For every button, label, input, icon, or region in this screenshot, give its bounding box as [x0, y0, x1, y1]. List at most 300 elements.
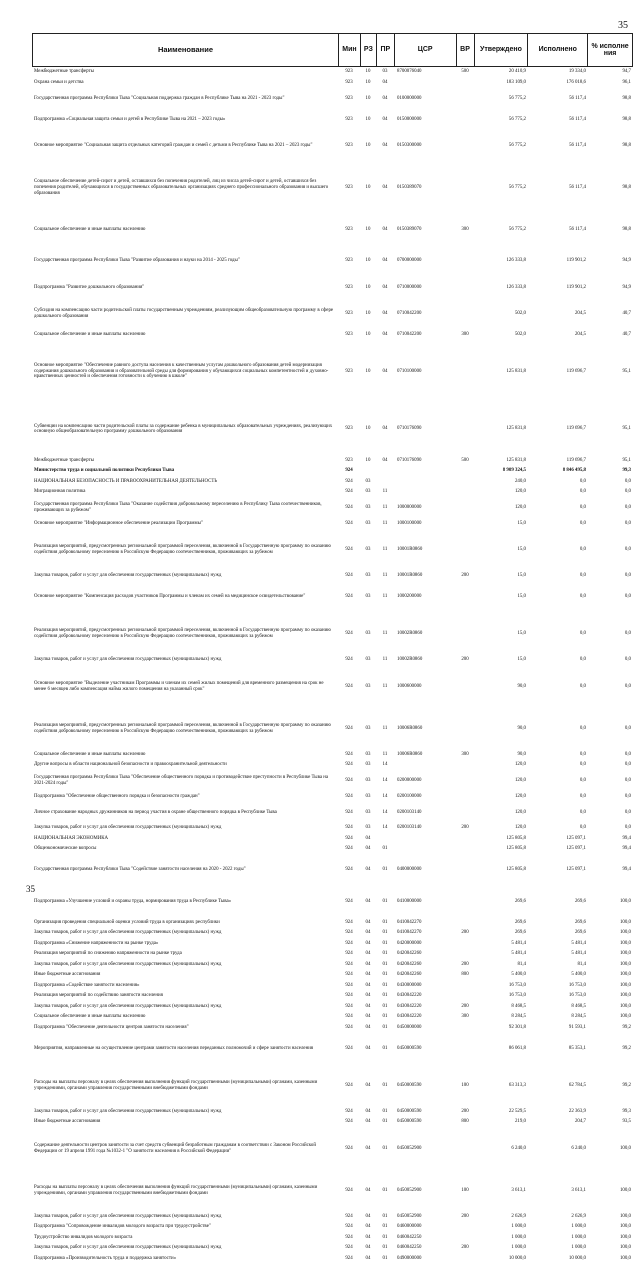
- table-row: [32, 466, 633, 477]
- row-executed: 176 018,6: [528, 80, 588, 86]
- row-executed: 125 097,1: [528, 836, 588, 842]
- row-executed: 0,0: [528, 825, 588, 831]
- row-rz: 03: [360, 762, 376, 768]
- row-percent: 94,7: [588, 69, 633, 75]
- row-pr: 04: [376, 117, 394, 123]
- row-executed: 0,0: [528, 631, 588, 637]
- row-executed: 0,0: [528, 479, 588, 485]
- row-rz: 10: [360, 258, 376, 264]
- row-csr: 0450000590: [394, 1109, 456, 1115]
- row-csr: 0420042260: [394, 951, 456, 957]
- row-rz: 04: [360, 836, 376, 842]
- row-approved: 125 805,8: [474, 867, 528, 873]
- row-executed: 0,0: [528, 752, 588, 758]
- row-pr: 14: [376, 825, 394, 831]
- row-rz: 03: [360, 825, 376, 831]
- row-percent: 100,0: [588, 1235, 633, 1241]
- row-min: 924: [338, 489, 360, 495]
- row-executed: 204,7: [528, 1119, 588, 1125]
- row-min: 924: [338, 547, 360, 553]
- row-percent: 100,0: [588, 1188, 633, 1194]
- table-row: [32, 109, 633, 130]
- page-number: 35: [618, 20, 628, 31]
- row-pr: 14: [376, 778, 394, 784]
- row-percent: 0,0: [588, 752, 633, 758]
- row-approved: 81,4: [474, 962, 528, 968]
- row-csr: 0430000000: [394, 983, 456, 989]
- table-row: [32, 666, 633, 708]
- row-pr: 14: [376, 762, 394, 768]
- table-row: [32, 1212, 633, 1223]
- row-name: Государственная программа Республики Тыва "Социальная поддержка граждан в Республике Тыва на 2021 - 2023 годы": [32, 96, 338, 102]
- row-name: Основное мероприятие "Компенсация расходов участников Программы и членам их семей на медицинское освидетельствование": [32, 594, 338, 600]
- row-min: 924: [338, 899, 360, 905]
- row-percent: 0,0: [588, 631, 633, 637]
- row-min: 924: [338, 657, 360, 663]
- row-vr: 200: [456, 825, 474, 831]
- row-name: Подпрограмма «Производительность труда и поддержка занятости»: [32, 1256, 338, 1262]
- row-rz: 10: [360, 185, 376, 191]
- row-csr: 0400000000: [394, 867, 456, 873]
- row-name: Межбюджетные трансферты: [32, 458, 338, 464]
- row-name: Социальное обеспечение детей-сирот и детей, оставшихся без попечения родителей, лиц из числа детей-сирот и детей, оставшихся без попечения родителей, обучающихся в государственных образовательных организациях среднего профессионального образования и высшего образования: [32, 179, 338, 196]
- row-rz: 10: [360, 458, 376, 464]
- row-rz: 04: [360, 1245, 376, 1251]
- row-approved: 16 753,0: [474, 983, 528, 989]
- table-row: [32, 330, 633, 341]
- row-executed: 0,0: [528, 684, 588, 690]
- row-vr: 200: [456, 1109, 474, 1115]
- row-min: 923: [338, 227, 360, 233]
- row-executed: 19 334,0: [528, 69, 588, 75]
- row-vr: 100: [456, 1188, 474, 1194]
- row-min: 923: [338, 458, 360, 464]
- row-name: Расходы на выплаты персоналу в целях обеспечения выполнения функций государственными (муниципальными) органами, казенными учреждениями, органами управления государственными внебюджетными фондами: [32, 1185, 338, 1196]
- row-csr: 0450000590: [394, 1046, 456, 1052]
- row-pr: 01: [376, 930, 394, 936]
- row-vr: 200: [456, 1004, 474, 1010]
- table-row: [32, 571, 633, 582]
- row-approved: 2 626,9: [474, 1214, 528, 1220]
- row-approved: 269,6: [474, 920, 528, 926]
- row-min: 923: [338, 117, 360, 123]
- row-approved: 1 000,0: [474, 1224, 528, 1230]
- row-executed: 91 593,1: [528, 1025, 588, 1031]
- row-executed: 81,4: [528, 962, 588, 968]
- row-rz: 04: [360, 846, 376, 852]
- row-rz: 10: [360, 227, 376, 233]
- row-percent: 0,0: [588, 573, 633, 579]
- row-percent: 99,3: [588, 468, 633, 474]
- row-executed: 2 626,9: [528, 1214, 588, 1220]
- row-executed: 0,0: [528, 489, 588, 495]
- row-csr: 0430042220: [394, 993, 456, 999]
- row-name: Государственная программа Республики Тыва "Оказание содействия добровольному переселению в Республику Тыва соотечественников, проживающих за рубежом": [32, 502, 338, 513]
- row-min: 924: [338, 1214, 360, 1220]
- row-approved: 1 000,0: [474, 1235, 528, 1241]
- row-name: Закупка товаров, работ и услуг для обеспечения государственных (муниципальных) нужд: [32, 825, 338, 831]
- row-min: 924: [338, 1119, 360, 1125]
- row-executed: 0,0: [528, 521, 588, 527]
- row-executed: 119 901,2: [528, 285, 588, 291]
- table-row: [32, 844, 633, 855]
- row-vr: 800: [456, 972, 474, 978]
- row-executed: 56 117,4: [528, 96, 588, 102]
- row-csr: 0410000000: [394, 899, 456, 905]
- row-percent: 100,0: [588, 920, 633, 926]
- row-name: Государственная программа Республики Тыва "Развитие образования и науки на 2014 - 2025 годы": [32, 258, 338, 264]
- row-csr: 0460042250: [394, 1245, 456, 1251]
- row-min: 924: [338, 752, 360, 758]
- row-percent: 0,0: [588, 505, 633, 511]
- row-csr: 10006R0860: [394, 752, 456, 758]
- row-min: 924: [338, 1004, 360, 1010]
- row-csr: 0460000000: [394, 1224, 456, 1230]
- row-min: 924: [338, 951, 360, 957]
- row-percent: 99,4: [588, 867, 633, 873]
- row-min: 924: [338, 825, 360, 831]
- row-min: 924: [338, 1014, 360, 1020]
- table-row: [32, 1117, 633, 1128]
- row-pr: 01: [376, 1046, 394, 1052]
- row-vr: 200: [456, 573, 474, 579]
- row-csr: 0450000000: [394, 1025, 456, 1031]
- row-min: 924: [338, 941, 360, 947]
- row-min: 923: [338, 143, 360, 149]
- row-min: 923: [338, 185, 360, 191]
- row-executed: 6 240,0: [528, 1146, 588, 1152]
- row-min: 924: [338, 962, 360, 968]
- row-pr: 14: [376, 810, 394, 816]
- row-csr: 0410042270: [394, 930, 456, 936]
- row-percent: 100,0: [588, 962, 633, 968]
- row-executed: 5 481,4: [528, 951, 588, 957]
- row-csr: 0450000590: [394, 1083, 456, 1089]
- table-row: [32, 771, 633, 792]
- row-name: Закупка товаров, работ и услуг для обеспечения государственных (муниципальных) нужд: [32, 962, 338, 968]
- row-executed: 0,0: [528, 505, 588, 511]
- row-name: Расходы на выплаты персоналу в целях обеспечения выполнения функций государственными (муниципальными) органами, казенными учреждениями, органами управления государственными внебюджетными фондами: [32, 1080, 338, 1091]
- row-rz: 10: [360, 426, 376, 432]
- row-min: 924: [338, 972, 360, 978]
- row-pr: 01: [376, 1025, 394, 1031]
- row-approved: 125 805,8: [474, 846, 528, 852]
- row-csr: 0430042220: [394, 1004, 456, 1010]
- row-pr: 01: [376, 1146, 394, 1152]
- row-rz: 03: [360, 505, 376, 511]
- row-approved: 63 313,3: [474, 1083, 528, 1089]
- budget-table: [32, 33, 633, 1264]
- row-pr: 01: [376, 920, 394, 926]
- table-row: [32, 991, 633, 1002]
- row-csr: 0490000000: [394, 1256, 456, 1262]
- header-csr: ЦСР: [394, 34, 456, 66]
- row-pr: 11: [376, 594, 394, 600]
- row-executed: 119 696,7: [528, 426, 588, 432]
- row-min: 924: [338, 920, 360, 926]
- table-row: [32, 750, 633, 761]
- row-executed: 119 901,2: [528, 258, 588, 264]
- row-name: Реализация мероприятий по содействию занятости населения: [32, 993, 338, 999]
- row-approved: 126 333,8: [474, 258, 528, 264]
- row-rz: 04: [360, 1025, 376, 1031]
- row-percent: 100,0: [588, 941, 633, 947]
- row-percent: 0,0: [588, 657, 633, 663]
- row-percent: 94,9: [588, 285, 633, 291]
- row-approved: 120,0: [474, 778, 528, 784]
- row-min: 924: [338, 1083, 360, 1089]
- row-csr: 10006R0860: [394, 726, 456, 732]
- row-name: Личное страхование народных дружинников на период участия в охране общественного порядка в Республике Тыва: [32, 810, 338, 816]
- table-row: [32, 487, 633, 498]
- row-name: Подпрограмма «Содействие занятости населения»: [32, 983, 338, 989]
- row-rz: 04: [360, 920, 376, 926]
- row-csr: 0150300000: [394, 143, 456, 149]
- row-percent: 100,0: [588, 951, 633, 957]
- row-rz: 04: [360, 1119, 376, 1125]
- row-executed: 0,0: [528, 794, 588, 800]
- row-min: 924: [338, 1025, 360, 1031]
- table-row: [32, 949, 633, 960]
- row-executed: 0,0: [528, 594, 588, 600]
- row-name: Содержание деятельности центров занятости за счет средств субвенций безработным гражданам в соответствии с Законом Российской Федерации от 19 апреля 1991 года №1032-1 "О занятости населения в Российской Федерации": [32, 1143, 338, 1154]
- row-executed: 0,0: [528, 547, 588, 553]
- row-rz: 04: [360, 983, 376, 989]
- row-executed: 5 481,4: [528, 941, 588, 947]
- row-rz: 10: [360, 80, 376, 86]
- table-row: [32, 613, 633, 655]
- row-rz: 03: [360, 778, 376, 784]
- row-min: 924: [338, 505, 360, 511]
- row-csr: 0430042220: [394, 1014, 456, 1020]
- row-vr: 300: [456, 1014, 474, 1020]
- row-rz: 03: [360, 752, 376, 758]
- row-percent: 100,0: [588, 983, 633, 989]
- row-csr: 0710042200: [394, 311, 456, 317]
- row-pr: 04: [376, 311, 394, 317]
- row-percent: 100,0: [588, 972, 633, 978]
- row-csr: 0460042250: [394, 1235, 456, 1241]
- row-approved: 86 061,8: [474, 1046, 528, 1052]
- row-percent: 95,1: [588, 458, 633, 464]
- row-rz: 04: [360, 930, 376, 936]
- row-pr: 01: [376, 1256, 394, 1262]
- row-name: Закупка товаров, работ и услуг для обеспечения государственных (муниципальных) нужд: [32, 1245, 338, 1251]
- row-rz: 03: [360, 794, 376, 800]
- row-approved: 10 000,0: [474, 1256, 528, 1262]
- row-executed: 0,0: [528, 657, 588, 663]
- row-pr: 11: [376, 521, 394, 527]
- row-executed: 0,0: [528, 762, 588, 768]
- table-row: [32, 78, 633, 89]
- row-vr: 100: [456, 1083, 474, 1089]
- row-min: 923: [338, 96, 360, 102]
- row-approved: 15,0: [474, 573, 528, 579]
- table-row: [32, 340, 633, 403]
- row-executed: 10 000,0: [528, 1256, 588, 1262]
- row-rz: 04: [360, 1004, 376, 1010]
- table-row: [32, 802, 633, 823]
- row-approved: 56 775,2: [474, 143, 528, 149]
- row-name: Реализация мероприятий по снижению напряженности на рынке труда: [32, 951, 338, 957]
- row-percent: 40,7: [588, 332, 633, 338]
- table-row: [32, 529, 633, 571]
- row-csr: 1000000000: [394, 505, 456, 511]
- row-percent: 0,0: [588, 547, 633, 553]
- row-rz: 10: [360, 332, 376, 338]
- row-csr: 1000600000: [394, 684, 456, 690]
- row-rz: 04: [360, 951, 376, 957]
- row-min: 924: [338, 810, 360, 816]
- table-row: [32, 823, 633, 834]
- table-row: [32, 928, 633, 939]
- row-percent: 0,0: [588, 594, 633, 600]
- row-name: Подпрограмма «Снижение напряженности на рынке труда»: [32, 941, 338, 947]
- row-csr: 0710176090: [394, 458, 456, 464]
- row-approved: 22 529,5: [474, 1109, 528, 1115]
- row-pr: 01: [376, 899, 394, 905]
- row-pr: 01: [376, 1119, 394, 1125]
- row-percent: 99,2: [588, 1025, 633, 1031]
- row-approved: 92 301,8: [474, 1025, 528, 1031]
- row-rz: 10: [360, 369, 376, 375]
- row-name: Иные бюджетные ассигнования: [32, 972, 338, 978]
- row-percent: 100,0: [588, 899, 633, 905]
- row-csr: 1000200000: [394, 594, 456, 600]
- row-pr: 11: [376, 684, 394, 690]
- row-approved: 269,6: [474, 930, 528, 936]
- row-vr: 200: [456, 1214, 474, 1220]
- table-row: [32, 456, 633, 467]
- row-percent: 99,4: [588, 846, 633, 852]
- table-row: [32, 130, 633, 162]
- row-pr: 01: [376, 846, 394, 852]
- row-min: 924: [338, 1256, 360, 1262]
- row-rz: 04: [360, 1224, 376, 1230]
- row-percent: 100,0: [588, 1256, 633, 1262]
- row-name: Подпрограмма «Социальная защита семьи и детей в Республике Тыва на 2021 – 2023 годы»: [32, 117, 338, 123]
- table-row: [32, 1002, 633, 1013]
- row-approved: 20 410,9: [474, 69, 528, 75]
- row-rz: 03: [360, 810, 376, 816]
- row-name: Субвенции на компенсацию части родительской платы за содержание ребенка в муниципальных образовательных учреждениях, реализующих основную общеобразовательную программу дошкольного образования: [32, 424, 338, 435]
- row-vr: 300: [456, 752, 474, 758]
- row-name: НАЦИОНАЛЬНАЯ ЭКОНОМИКА: [32, 836, 338, 842]
- row-csr: 0710100000: [394, 369, 456, 375]
- table-row: [32, 477, 633, 488]
- row-csr: 0150000000: [394, 117, 456, 123]
- row-approved: 56 775,2: [474, 185, 528, 191]
- row-pr: 14: [376, 794, 394, 800]
- table-row: [32, 519, 633, 530]
- row-rz: 10: [360, 117, 376, 123]
- row-csr: 0710176090: [394, 426, 456, 432]
- row-percent: 93,5: [588, 1119, 633, 1125]
- header-approved: Утверждено: [474, 34, 528, 66]
- row-min: 924: [338, 794, 360, 800]
- row-csr: 10002R0860: [394, 631, 456, 637]
- row-percent: 99,3: [588, 1109, 633, 1115]
- row-rz: 04: [360, 1214, 376, 1220]
- row-executed: 85 353,1: [528, 1046, 588, 1052]
- row-rz: 03: [360, 594, 376, 600]
- row-name: Закупка товаров, работ и услуг для обеспечения государственных (муниципальных) нужд: [32, 657, 338, 663]
- header-pr: ПР: [376, 34, 394, 66]
- row-min: 924: [338, 1245, 360, 1251]
- row-rz: 03: [360, 521, 376, 527]
- row-min: 924: [338, 1046, 360, 1052]
- row-percent: 100,0: [588, 993, 633, 999]
- row-name: Закупка товаров, работ и услуг для обеспечения государственных (муниципальных) нужд: [32, 1214, 338, 1220]
- row-csr: 1000100000: [394, 521, 456, 527]
- row-name: Основное мероприятие "Социальная защита отдельных категорий граждан и семей с детьми в Республике Тыва на 2021 – 2023 годы": [32, 143, 338, 149]
- table-row: [32, 1128, 633, 1170]
- header-name: Наименование: [33, 34, 338, 66]
- row-min: 923: [338, 332, 360, 338]
- row-pr: 01: [376, 1224, 394, 1230]
- row-min: 924: [338, 521, 360, 527]
- row-min: 924: [338, 993, 360, 999]
- table-row: [32, 403, 633, 456]
- row-approved: 120,0: [474, 505, 528, 511]
- row-approved: 120,0: [474, 489, 528, 495]
- row-min: 924: [338, 631, 360, 637]
- row-approved: 120,0: [474, 762, 528, 768]
- row-min: 924: [338, 1188, 360, 1194]
- row-rz: 04: [360, 1046, 376, 1052]
- row-executed: 8 468,5: [528, 1004, 588, 1010]
- row-csr: 8700076040: [394, 69, 456, 75]
- row-percent: 0,0: [588, 684, 633, 690]
- row-vr: 200: [456, 962, 474, 968]
- row-executed: 119 696,7: [528, 369, 588, 375]
- row-pr: 04: [376, 80, 394, 86]
- row-executed: 56 117,4: [528, 117, 588, 123]
- row-name: Социальное обеспечение и иные выплаты населению: [32, 752, 338, 758]
- row-min: 924: [338, 846, 360, 852]
- row-percent: 0,0: [588, 794, 633, 800]
- row-min: 924: [338, 762, 360, 768]
- row-csr: 10001R0860: [394, 573, 456, 579]
- row-percent: 98,8: [588, 227, 633, 233]
- row-min: 924: [338, 594, 360, 600]
- row-percent: 0,0: [588, 778, 633, 784]
- row-csr: 0150389070: [394, 227, 456, 233]
- table-row: [32, 214, 633, 246]
- row-rz: 04: [360, 1235, 376, 1241]
- row-approved: 183 109,0: [474, 80, 528, 86]
- table-body: [32, 67, 633, 1264]
- row-approved: 56 775,2: [474, 117, 528, 123]
- row-name: Закупка товаров, работ и услуг для обеспечения государственных (муниципальных) нужд: [32, 1004, 338, 1010]
- row-vr: 300: [456, 227, 474, 233]
- row-min: 923: [338, 426, 360, 432]
- row-rz: 04: [360, 899, 376, 905]
- row-percent: 100,0: [588, 1004, 633, 1010]
- row-pr: 04: [376, 227, 394, 233]
- row-name: Основное мероприятие "Выделение участникам Программы и членам их семей жилых помещений для временного размещения на срок не менее 6 месяцев либо компенсация найма жилого помещения на указанный срок": [32, 681, 338, 692]
- row-pr: 01: [376, 1214, 394, 1220]
- table-row: [32, 855, 633, 887]
- row-approved: 269,6: [474, 899, 528, 905]
- row-pr: 04: [376, 426, 394, 432]
- row-name: Трудоустройство инвалидов молодого возраста: [32, 1235, 338, 1241]
- row-executed: 5 400,0: [528, 972, 588, 978]
- row-approved: 90,0: [474, 684, 528, 690]
- row-rz: 04: [360, 1014, 376, 1020]
- table-row: [32, 1243, 633, 1254]
- row-percent: 0,0: [588, 726, 633, 732]
